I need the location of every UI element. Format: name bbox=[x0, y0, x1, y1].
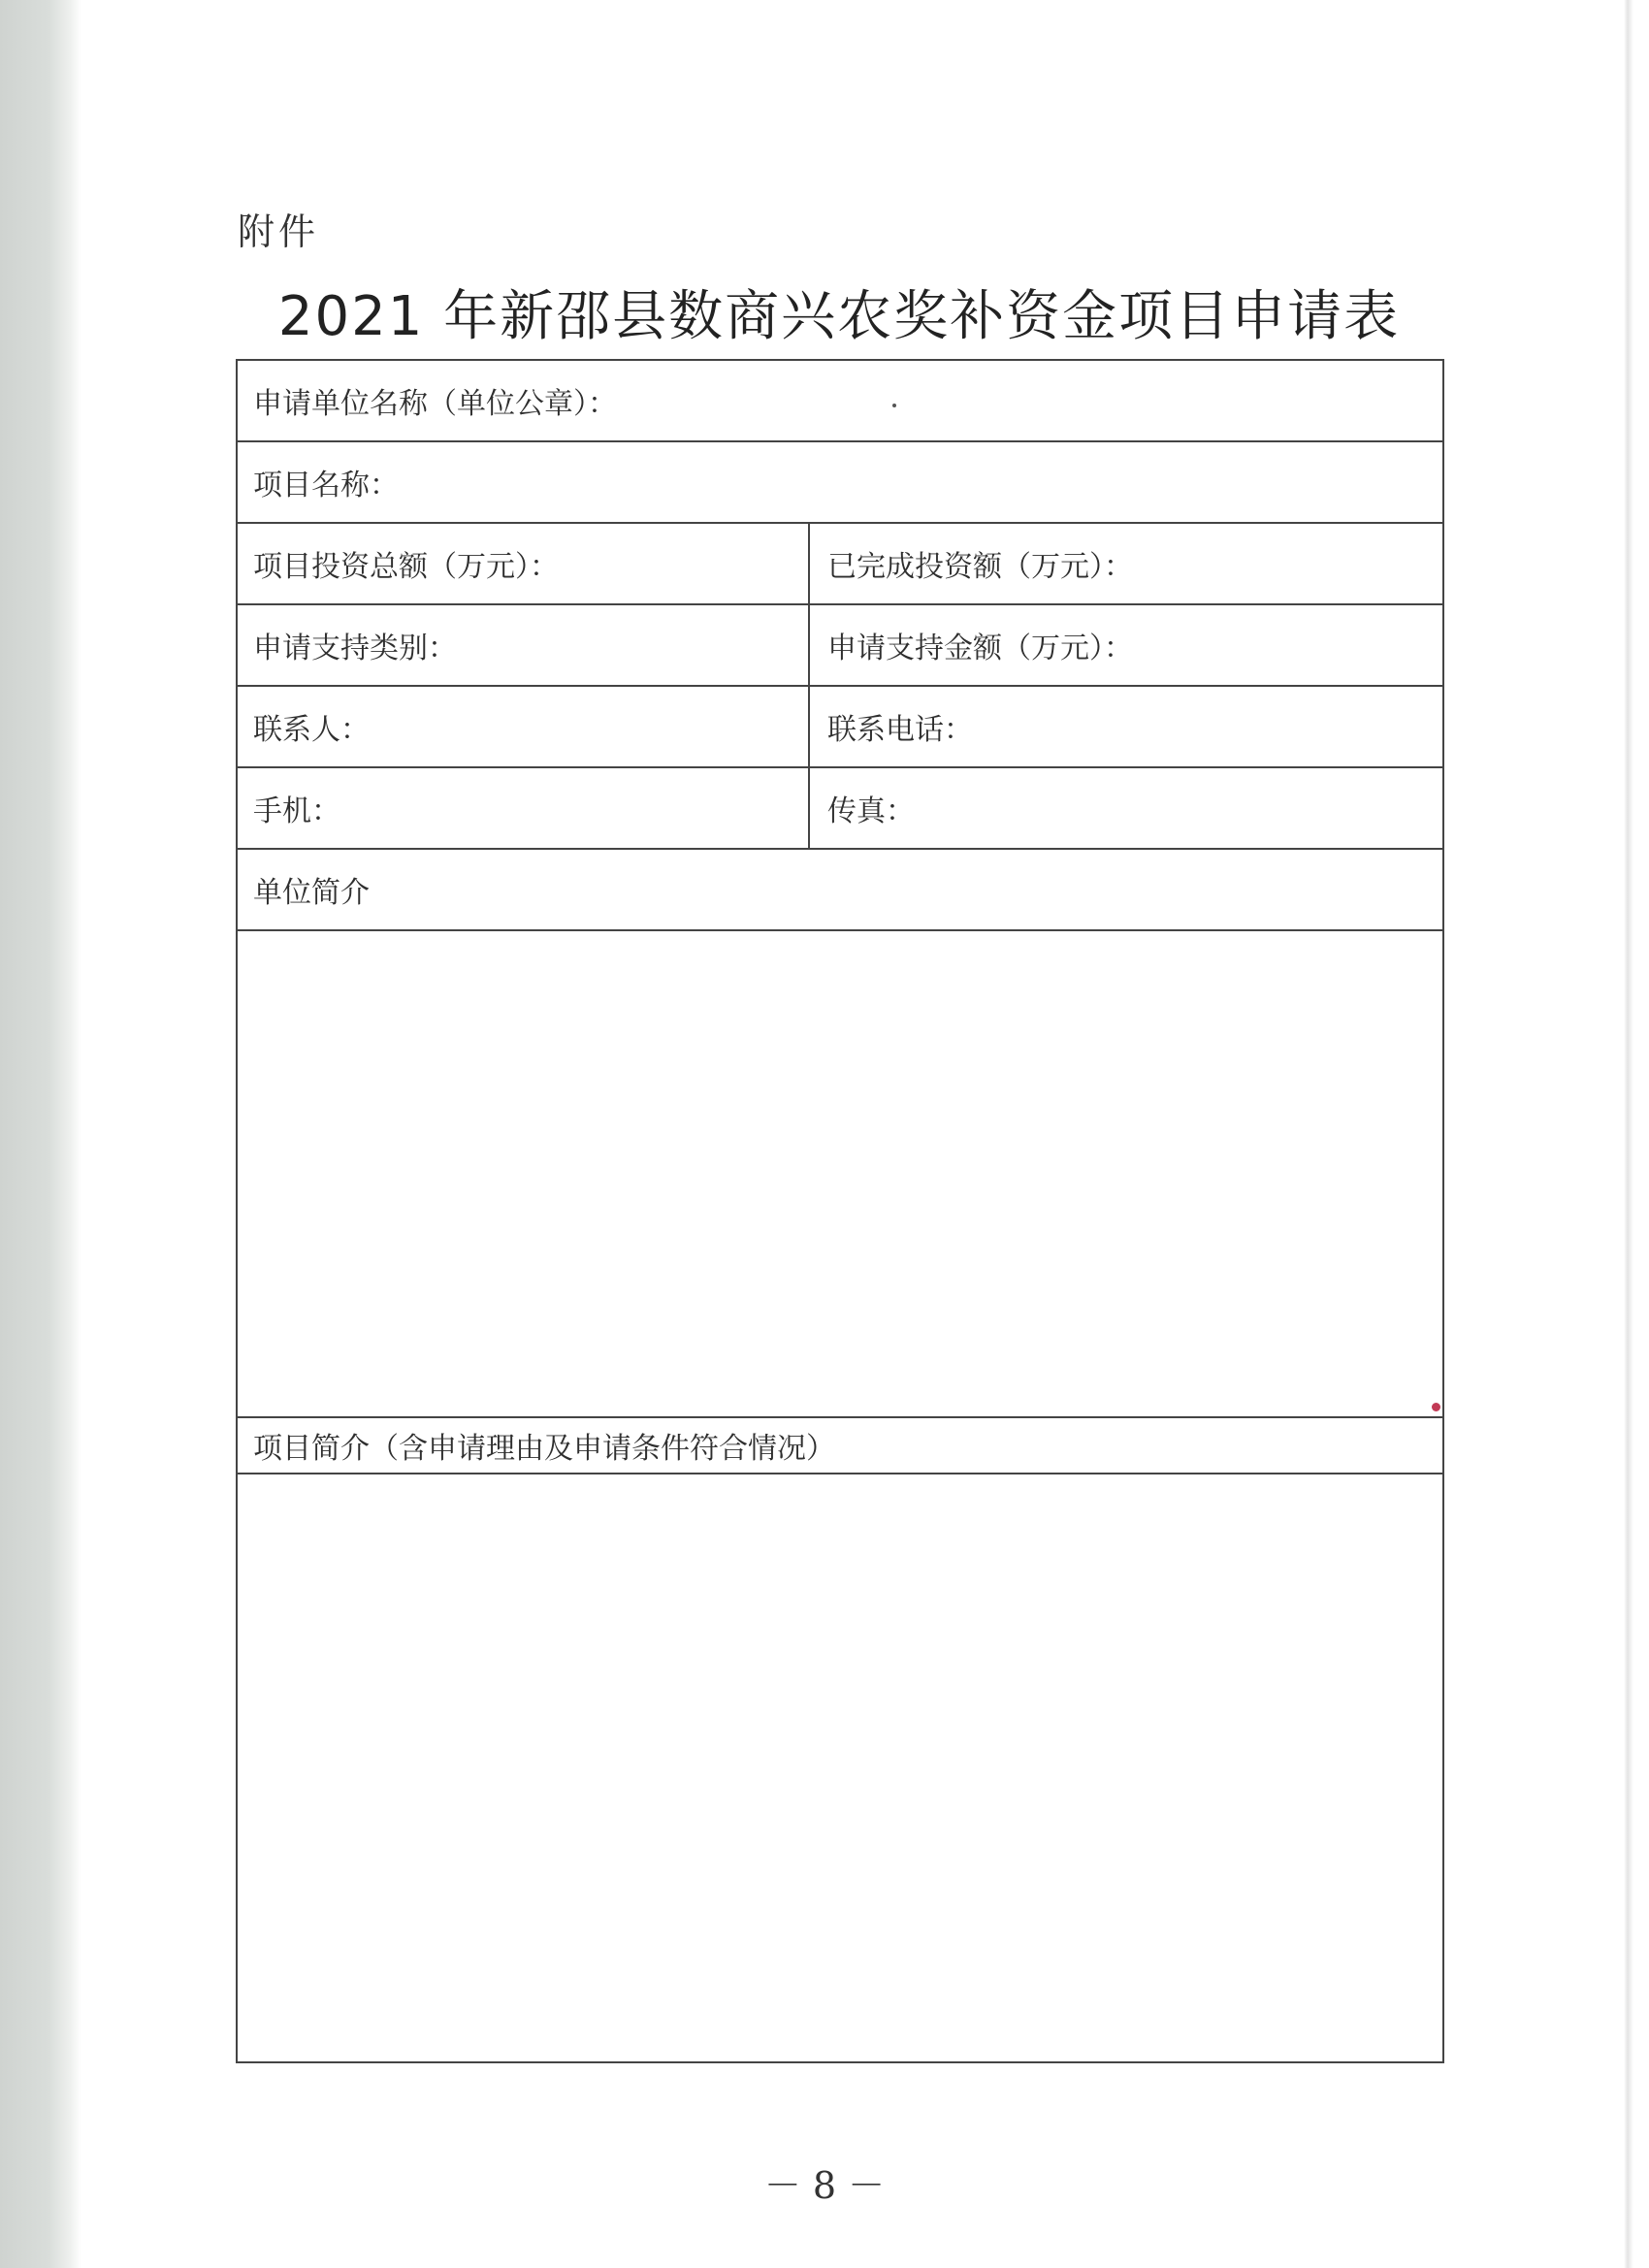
row-investment bbox=[238, 524, 1442, 605]
total-investment-label: 项目投资总额（万元）： bbox=[238, 524, 810, 603]
row-company-intro-header bbox=[238, 850, 1442, 931]
contact-person-label: 联系人： bbox=[238, 687, 810, 766]
application-form-table bbox=[236, 359, 1444, 2063]
support-amount-label: 申请支持金额（万元）： bbox=[827, 632, 1133, 665]
row-mobile-fax bbox=[238, 768, 1442, 850]
project-name-label: 项目名称： bbox=[253, 469, 399, 502]
stamp-mark bbox=[1432, 1403, 1440, 1411]
project-intro-blank-area bbox=[238, 1474, 1442, 2061]
row-support bbox=[238, 605, 1442, 687]
support-category-label: 申请支持类别： bbox=[238, 605, 810, 685]
row-applicant-name bbox=[238, 361, 1442, 442]
applicant-name-label: 申请单位名称（单位公章）： bbox=[253, 387, 617, 421]
attachment-label: 附件 bbox=[238, 211, 320, 253]
project-intro-label: 项目简介（含申请理由及申请条件符合情况） bbox=[253, 1432, 835, 1466]
scan-shadow-left bbox=[0, 0, 81, 2268]
company-intro-blank-area bbox=[238, 931, 1442, 1418]
row-contact bbox=[238, 687, 1442, 768]
contact-phone-label: 联系电话： bbox=[827, 713, 973, 747]
completed-investment-label: 已完成投资额（万元）： bbox=[827, 550, 1133, 584]
scan-speck bbox=[892, 404, 896, 407]
row-project-name bbox=[238, 442, 1442, 524]
company-intro-label: 单位简介 bbox=[253, 876, 370, 910]
row-project-intro-header bbox=[238, 1418, 1442, 1474]
page-number: － 8 － bbox=[763, 2164, 886, 2207]
scan-edge-right bbox=[1610, 0, 1649, 2268]
fax-label: 传真： bbox=[827, 794, 915, 828]
document-title: 2021 年新邵县数商兴农奖补资金项目申请表 bbox=[277, 285, 1401, 348]
mobile-label: 手机： bbox=[238, 768, 810, 848]
